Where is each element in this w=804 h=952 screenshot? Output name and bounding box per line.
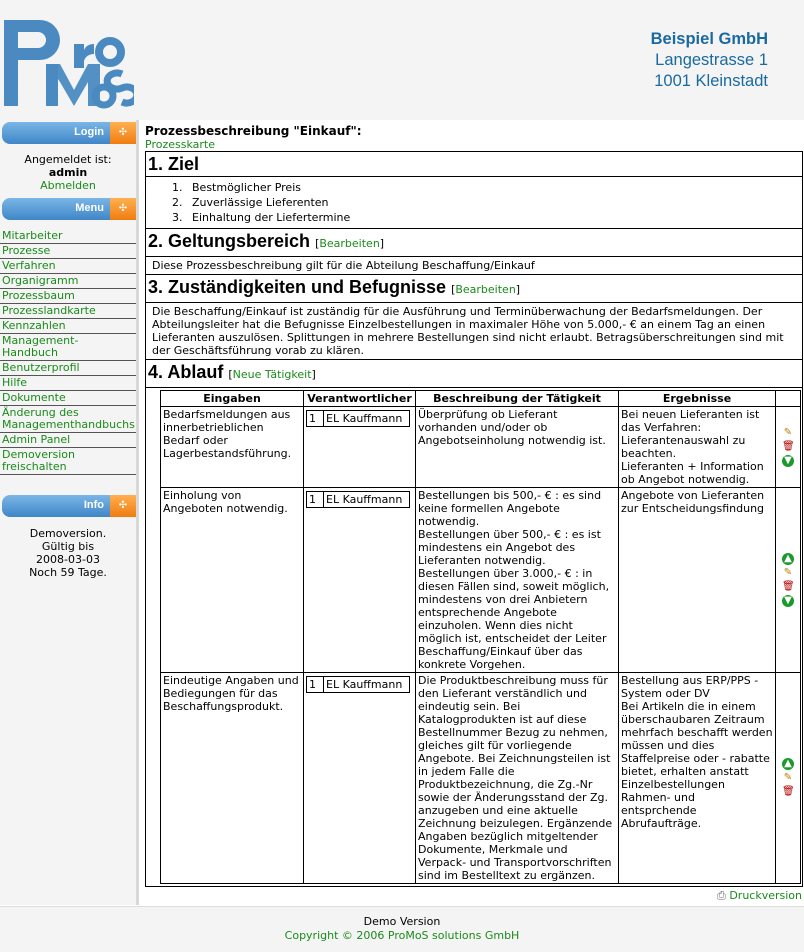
footer-copyright: Copyright © 2006 ProMoS solutions GmbH bbox=[284, 929, 520, 942]
menu-item-prozesslandkarte[interactable]: Prozesslandkarte bbox=[0, 304, 136, 319]
menu-item-aenderung[interactable]: Änderung des Managementhandbuchs bbox=[2, 406, 135, 431]
activity-table bbox=[160, 390, 801, 884]
role-name: EL Kauffmann bbox=[326, 493, 403, 506]
section-ziel bbox=[145, 151, 803, 887]
section-heading-zust bbox=[146, 275, 802, 303]
logged-in-label: Angemeldet ist: bbox=[24, 153, 112, 166]
menu-box-title: Menu bbox=[75, 202, 104, 214]
list-item: 2. Zuverlässige Lieferenten bbox=[186, 195, 796, 210]
section-body bbox=[146, 388, 802, 887]
main-content bbox=[145, 120, 803, 887]
info-box-header bbox=[2, 495, 136, 517]
menu-item-mitarbeiter[interactable]: Mitarbeiter bbox=[0, 229, 136, 244]
list-item: 3. Einhaltung der Liefertermine bbox=[186, 210, 796, 225]
section-body: Die Beschaffung/Einkauf ist zuständig für die Ausführung und Terminüberwachung der Bedarfsmeldungen. Der Abteilungsleiter hat die Befugnisse Einzelbestellungen in maximaler Höhe von 5.000,- € an einem Tag an einen Lieferanten auszulösen. Splittungen in mehrere Bestellungen sind nicht erlaubt. Betragsüberschreitungen sind mit der Geschäftsführung vorab zu klären. bbox=[146, 303, 802, 360]
move-up-icon[interactable]: ▲ bbox=[782, 758, 794, 770]
company-street: Langestrasse 1 bbox=[655, 51, 768, 69]
info-line: Gültig bis bbox=[41, 540, 95, 553]
cell-beschreibung: Bestellungen bis 500,- € : es sind keine formellen Angebote notwendig. Bestellungen über 500,- € : es ist mindestens ein Angebot des Lieferanten notwendig. Bestellungen über 3.000,- € : in diesen Fällen sind, soweit möglich, mindestens von drei Anbietern entsprechende Angebote einzuholen. Wenn dies nicht möglich ist, entscheidet der Leiter Beschaffung/Einkauf über das konkrete Vorgehen. bbox=[416, 488, 619, 673]
menu-item-prozesse[interactable]: Prozesse bbox=[0, 244, 136, 259]
move-up-icon[interactable]: ▲ bbox=[782, 553, 794, 565]
role-name: EL Kauffmann bbox=[326, 678, 403, 691]
cell-eingaben: Bedarfsmeldungen aus innerbetrieblichen Bedarf oder Lagerbestandsführung. bbox=[161, 407, 304, 488]
section-heading: 1. Ziel bbox=[146, 152, 802, 177]
menu-item-management-handbuch[interactable]: Management- Handbuch bbox=[0, 334, 136, 361]
section-body: Diese Prozessbeschreibung gilt für die Abteilung Beschaffung/Einkauf bbox=[146, 257, 802, 275]
trash-icon[interactable]: 🗑 bbox=[782, 441, 795, 452]
logged-in-user: admin bbox=[48, 166, 88, 179]
page-title: Prozessbeschreibung "Einkauf": bbox=[145, 124, 362, 138]
table-header-row bbox=[161, 391, 801, 407]
menu-item-prozessbaum[interactable]: Prozessbaum bbox=[0, 289, 136, 304]
login-info bbox=[0, 153, 136, 192]
menu-item-hilfe[interactable]: Hilfe bbox=[0, 376, 136, 391]
company-city: 1001 Kleinstadt bbox=[654, 72, 768, 90]
info-line: Noch 59 Tage. bbox=[29, 566, 107, 579]
cell-verantwortlicher bbox=[304, 673, 416, 884]
menu-box-header bbox=[2, 198, 136, 220]
menu-item-verfahren[interactable]: Verfahren bbox=[0, 259, 136, 274]
table-row bbox=[161, 673, 801, 884]
edit-icon[interactable]: ✎ bbox=[783, 772, 793, 783]
cell-eingaben: Einholung von Angeboten notwendig. bbox=[161, 488, 304, 673]
edit-link[interactable]: [Bearbeiten] bbox=[451, 283, 521, 296]
column-header: Eingaben bbox=[161, 391, 304, 407]
new-activity-link[interactable]: [Neue Tätigkeit] bbox=[228, 368, 316, 381]
arrow-grid-icon: ✣ bbox=[110, 122, 136, 144]
move-down-icon[interactable]: ▼ bbox=[782, 595, 794, 607]
cell-verantwortlicher bbox=[304, 488, 416, 673]
footer-demo: Demo Version bbox=[363, 915, 441, 928]
section-heading: 4. Ablauf bbox=[148, 362, 224, 382]
sidebar bbox=[0, 120, 139, 905]
cell-verantwortlicher bbox=[304, 407, 416, 488]
menu-item-kennzahlen[interactable]: Kennzahlen bbox=[0, 319, 136, 334]
arrow-grid-icon: ✣ bbox=[110, 495, 136, 517]
print-version-label: Druckversion bbox=[729, 889, 802, 902]
cell-actions bbox=[776, 407, 801, 488]
edit-link[interactable]: [Bearbeiten] bbox=[315, 237, 385, 250]
info-text bbox=[0, 527, 136, 579]
info-line: 2008-03-03 bbox=[36, 553, 100, 566]
cell-ergebnisse: Bei neuen Lieferanten ist das Verfahren: Lieferantenauswahl zu beachten. Lieferanten + Information ob Angebot notwendig. bbox=[619, 407, 776, 488]
edit-icon[interactable]: ✎ bbox=[783, 567, 793, 578]
column-header-actions bbox=[776, 391, 801, 407]
menu-item-benutzerprofil[interactable]: Benutzerprofil bbox=[0, 361, 136, 376]
page-header bbox=[0, 0, 804, 120]
table-row bbox=[161, 407, 801, 488]
section-heading: 2. Geltungsbereich bbox=[148, 231, 311, 251]
column-header: Beschreibung der Tätigkeit bbox=[416, 391, 619, 407]
menu-item-admin-panel[interactable]: Admin Panel bbox=[0, 433, 136, 448]
cell-beschreibung: Die Produktbeschreibung muss für den Lieferant verständlich und eindeutig sein. Bei Katalogprodukten ist auf diese Bestellnummer Bezug zu nehmen, gleiches gilt für vorliegende Angebote. Bei Zeichnungsteilen ist in jedem Falle die Produktbezeichnung, die Zg.-Nr sowie der Änderungsstand der Zg. anzugeben und eine aktuelle Zeichnung beizulegen. Ergänzende Angaben bezüglich mitgeltender Dokumente, Merkmale und Verpack- und Transportvorschriften sind im Bestelltext zu ergänzen. bbox=[416, 673, 619, 884]
menu-item-demoversion[interactable]: Demoversion freischalten bbox=[0, 448, 136, 475]
promos-logo bbox=[2, 14, 134, 110]
printer-icon: ⎙ bbox=[717, 889, 726, 902]
table-row bbox=[161, 488, 801, 673]
cell-actions bbox=[776, 673, 801, 884]
arrow-grid-icon: ✣ bbox=[110, 198, 136, 220]
cell-ergebnisse: Angebote von Lieferanten zur Entscheidungsfindung bbox=[619, 488, 776, 673]
menu-item-organigramm[interactable]: Organigramm bbox=[0, 274, 136, 289]
role-number: 1 bbox=[307, 677, 324, 692]
role-number: 1 bbox=[307, 492, 324, 507]
column-header: Verantwortlicher bbox=[304, 391, 416, 407]
logout-link[interactable]: Abmelden bbox=[40, 179, 96, 192]
edit-icon[interactable]: ✎ bbox=[783, 427, 793, 438]
info-line: Demoversion. bbox=[29, 527, 107, 540]
info-box-title: Info bbox=[83, 499, 104, 511]
trash-icon[interactable]: 🗑 bbox=[782, 786, 795, 797]
trash-icon[interactable]: 🗑 bbox=[782, 581, 795, 592]
role-name: EL Kauffmann bbox=[326, 412, 403, 425]
page-footer bbox=[0, 906, 804, 952]
print-version-link[interactable] bbox=[717, 889, 802, 903]
column-header: Ergebnisse bbox=[619, 391, 776, 407]
company-address bbox=[651, 29, 768, 92]
section-heading-geltung bbox=[146, 229, 802, 257]
section-heading-ablauf bbox=[146, 360, 802, 388]
company-name: Beispiel GmbH bbox=[650, 30, 768, 48]
login-box-title: Login bbox=[74, 126, 104, 138]
goal-list bbox=[152, 180, 796, 225]
menu-item-dokumente[interactable]: Dokumente bbox=[0, 391, 136, 406]
role-number: 1 bbox=[307, 411, 324, 426]
process-map-link[interactable]: Prozesskarte bbox=[145, 138, 215, 151]
cell-eingaben: Eindeutige Angaben und Bediegungen für das Beschaffungsprodukt. bbox=[161, 673, 304, 884]
main-menu bbox=[0, 229, 136, 475]
cell-beschreibung: Überprüfung ob Lieferant vorhanden und/oder ob Angebotseinholung notwendig ist. bbox=[416, 407, 619, 488]
cell-ergebnisse: Bestellung aus ERP/PPS - System oder DV Bei Artikeln die in einem überschaubaren Zeitraum mehrfach beschafft werden müssen und dies Staffelpreise oder - rabatte bietet, erhalten anstatt Einzelbestellungen Rahmen- und entsprchende Abrufaufträge. bbox=[619, 673, 776, 884]
list-item: 1. Bestmöglicher Preis bbox=[186, 180, 796, 195]
move-down-icon[interactable]: ▼ bbox=[782, 455, 794, 467]
cell-actions bbox=[776, 488, 801, 673]
login-box-header bbox=[2, 122, 136, 144]
section-heading: 3. Zuständigkeiten und Befugnisse bbox=[148, 277, 447, 297]
section-body bbox=[146, 177, 802, 229]
